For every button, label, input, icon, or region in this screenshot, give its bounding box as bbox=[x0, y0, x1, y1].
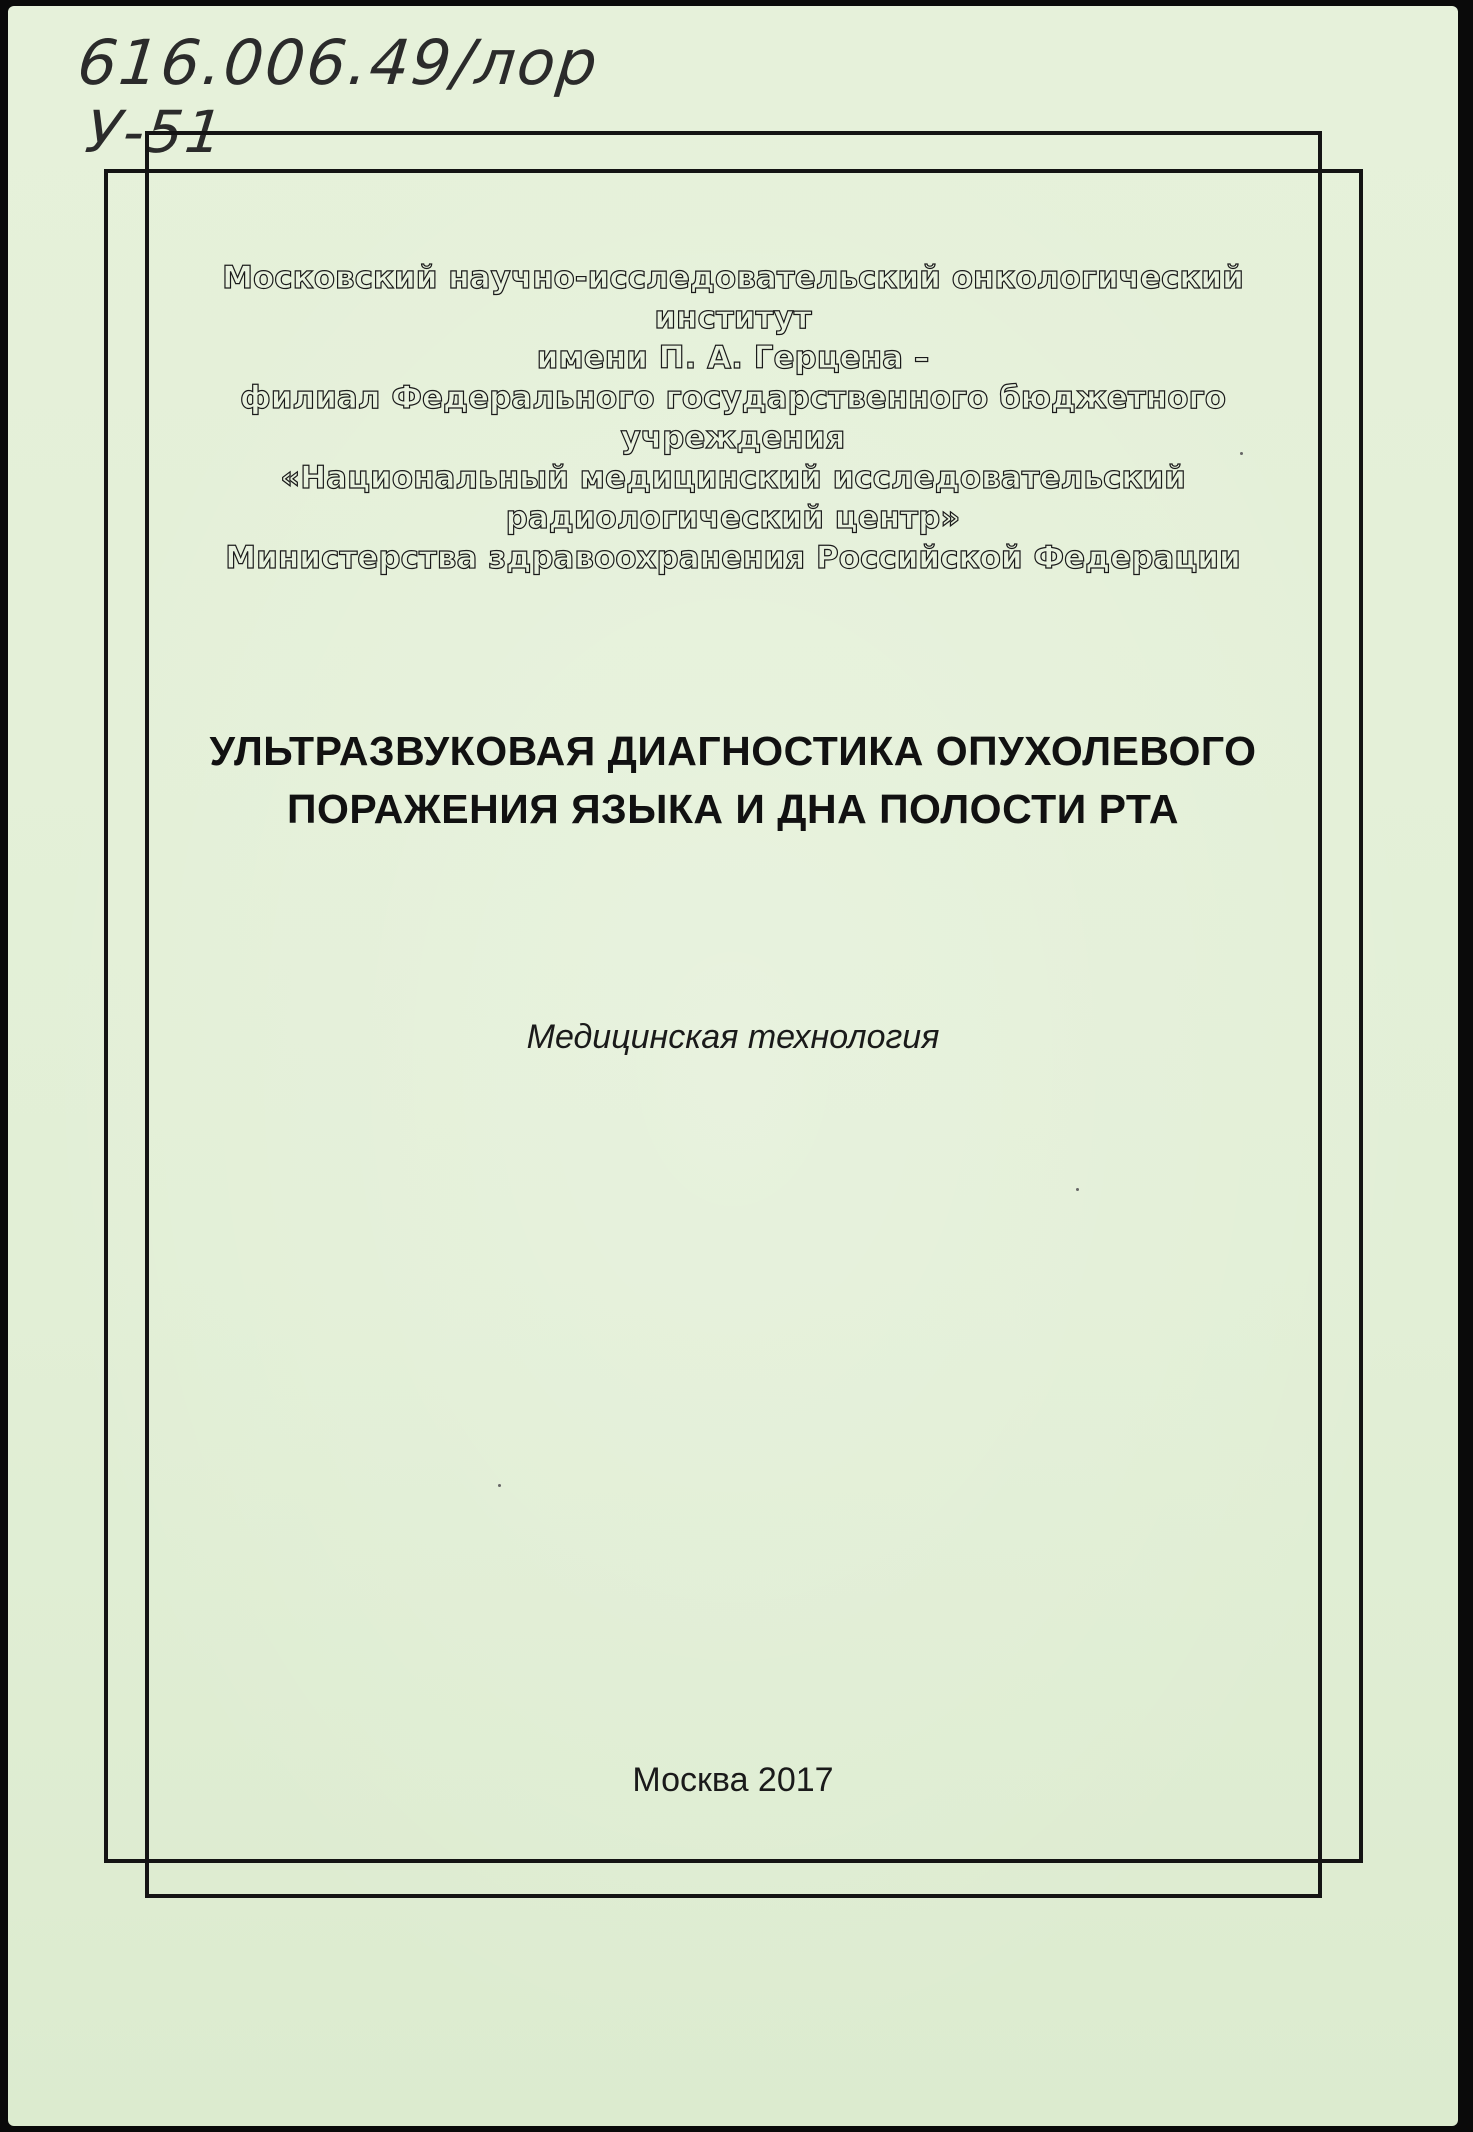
scan-speck bbox=[1076, 1188, 1079, 1191]
scan-speck bbox=[498, 1484, 501, 1487]
institution-block bbox=[158, 258, 1308, 578]
handwritten-classification: 616.006.49/лор bbox=[74, 26, 603, 99]
institution-line: имени П. А. Герцена – bbox=[536, 340, 930, 376]
institution-line: радиологический центр» bbox=[505, 500, 961, 536]
institution-line: Московский научно-исследовательский онкологический институт bbox=[222, 260, 1244, 336]
book-title bbox=[158, 722, 1308, 838]
title-line-1: УЛЬТРАЗВУКОВАЯ ДИАГНОСТИКА ОПУХОЛЕВОГО bbox=[209, 728, 1257, 774]
institution-line: Министерства здравоохранения Российской Федерации bbox=[225, 540, 1241, 576]
institution-line: филиал Федерального государственного бюджетного учреждения bbox=[239, 380, 1227, 456]
institution-line: «Национальный медицинский исследовательский bbox=[280, 460, 1186, 496]
handwritten-code: У-51 bbox=[82, 98, 228, 166]
scan-speck bbox=[1240, 452, 1243, 455]
book-subtitle: Медицинская технология bbox=[526, 1018, 940, 1056]
title-line-2: ПОРАЖЕНИЯ ЯЗЫКА И ДНА ПОЛОСТИ РТА bbox=[287, 786, 1179, 832]
cover-page bbox=[8, 6, 1458, 2126]
imprint-city-year: Москва 2017 bbox=[632, 1761, 834, 1799]
